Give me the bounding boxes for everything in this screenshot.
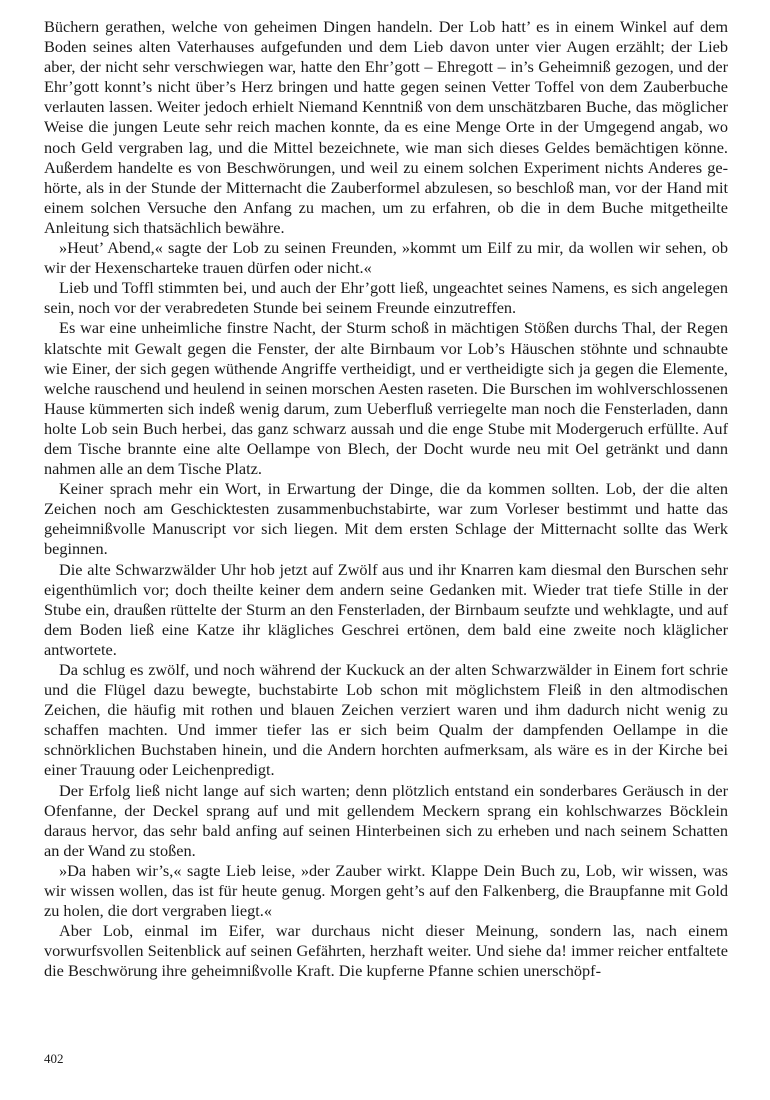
paragraph: Es war eine unheimliche finstre Nacht, der Sturm schoß in mächtigen Stößen durchs Thal, der Regen klatschte mit Gewalt gegen die Fenster, der alte Birnbaum vor Lob’s Häuschen stöhnte und schnaubte wie Einer, der sich gegen wüthende Angriffe vertheidigt, und er vertheidigte sich ja gegen die Elemente, welche rauschend und heulend in seinen morschen Aesten raseten. Die Burschen im wohlverschlossenen Hause kümmerten sich indeß wenig darum, zum Ueberfluß verriegelte man noch die Fensterladen, dann holte Lob sein Buch herbei, das ganz schwarz aussah und die enge Stube mit Modergeruch erfüllte. Auf dem Tische brannte eine alte Oellampe von Blech, der Docht wurde neu mit Oel getränkt und dann nahmen alle an dem Tische Platz. xyxy=(44,318,728,479)
paragraph: »Heut’ Abend,« sagte der Lob zu seinen Freunden, »kommt um Eilf zu mir, da wollen wir sehen, ob wir der Hexenscharteke trauen dürfen oder nicht.« xyxy=(44,238,728,278)
paragraph: Büchern gerathen, welche von geheimen Dingen handeln. Der Lob hatt’ es in einem Winkel auf dem Boden seines alten Vaterhauses aufgefunden und dem Lieb davon unter vier Augen erzählt; der Lieb aber, der nicht sehr verschwiegen war, hatte den Ehr’gott – Ehregott – in’s Geheimniß gezogen, und der Ehr’gott konnt’s nicht über’s Herz bringen und hatte gegen seinen Vetter Toffel von dem Zauberbuche verlauten lassen. Weiter jedoch erhielt Niemand Kenntniß von dem unschätzbaren Buche, das möglicher Weise die jungen Leute sehr reich machen konnte, da es eine Menge Orte in der Umgegend angab, wo noch Geld vergraben lag, und die Mittel bezeichnete, wie man sich dieses Geldes bemächtigen könne. Außerdem handelte es von Beschwörungen, und weil zu einem solchen Experiment nichts Anderes gehörte, als in der Stunde der Mitternacht die Zauberformel abzulesen, so beschloß man, vor der Hand mit einem solchen Versuche den Anfang zu machen, um zu erfahren, ob die in dem Buche mitgetheilte Anleitung sich thatsächlich bewähre. xyxy=(44,17,728,237)
paragraph: Da schlug es zwölf, und noch während der Kuckuck an der alten Schwarzwälder in Einem fort schrie und die Flügel dazu bewegte, buchstabirte Lob schon mit möglichstem Fleiß in den altmodischen Zeichen, die häufig mit rothen und blauen Zeichen verziert waren und ihm dadurch nicht wenig zu schaffen machten. Und immer tiefer las er sich beim Qualm der dampfenden Oellampe in die schnörklichen Buchstaben hinein, und die Andern horchten aufmerksam, als wäre es in der Kirche bei einer Trauung oder Leichenpredigt. xyxy=(44,660,728,780)
page-number: 402 xyxy=(44,1051,64,1066)
paragraph: Keiner sprach mehr ein Wort, in Erwartung der Dinge, die da kommen sollten. Lob, der die alten Zeichen noch am Geschicktesten zusammenbuchstabirte, war zum Vorleser bestimmt und hatte das geheimnißvolle Manuscript vor sich liegen. Mit dem ersten Schlage der Mitternacht sollte das Werk beginnen. xyxy=(44,479,728,559)
paragraph: Aber Lob, einmal im Eifer, war durchaus nicht dieser Meinung, sondern las, nach einem vorwurfsvollen Seitenblick auf seinen Gefährten, herzhaft weiter. Und siehe da! immer reicher entfaltete die Beschwörung ihre geheimnißvolle Kraft. Die kupferne Pfanne schien unerschöpf- xyxy=(44,921,728,981)
paragraph: Lieb und Toffl stimmten bei, und auch der Ehr’gott ließ, ungeachtet seines Namens, es sich angelegen sein, noch vor der verabredeten Stunde bei seinem Freunde einzutreffen. xyxy=(44,278,728,318)
paragraph: Der Erfolg ließ nicht lange auf sich warten; denn plötzlich entstand ein sonderbares Geräusch in der Ofenfanne, der Deckel sprang auf und mit gellendem Meckern sprang ein kohlschwarzes Böcklein daraus hervor, das sehr bald anfing auf seinen Hinterbeinen sich zu erheben und nach seinem Schatten an der Wand zu stoßen. xyxy=(44,780,728,860)
paragraph: »Da haben wir’s,« sagte Lieb leise, »der Zauber wirkt. Klappe Dein Buch zu, Lob, wir wissen, was wir wissen wollen, das ist für heute genug. Morgen geht’s auf den Falkenberg, die Braupfanne mit Gold zu holen, die dort vergraben liegt.« xyxy=(44,860,728,921)
page-body xyxy=(44,17,728,982)
paragraph: Die alte Schwarzwälder Uhr hob jetzt auf Zwölf aus und ihr Knarren kam diesmal den Burschen sehr eigenthümlich vor; doch theilte keiner dem andern seine Gedanken mit. Wieder trat tiefe Stille in der Stube ein, draußen rüttelte der Sturm an den Fensterladen, der Birnbaum seufzte und wehklagte, und auf dem Boden ließ eine Katze ihr klägliches Geschrei ertönen, dem bald eine zweite noch kläglicher antwortete. xyxy=(44,559,728,659)
